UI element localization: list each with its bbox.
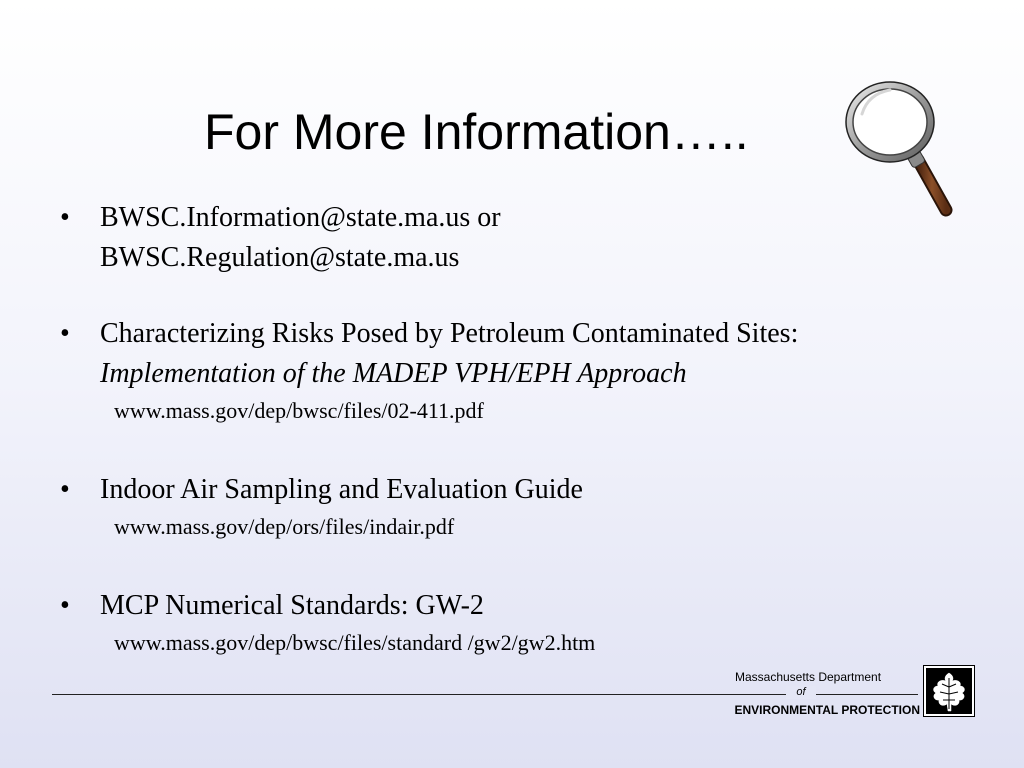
- list-item: [58, 586, 998, 660]
- list-item: [58, 470, 998, 544]
- bullet-text: Characterizing Risks Posed by Petroleum Contaminated Sites:: [100, 318, 799, 349]
- bullet-list: [58, 198, 998, 660]
- bullet-dot: •: [60, 202, 70, 233]
- email-regulation-link[interactable]: BWSC.Regulation@state.ma.us: [100, 242, 460, 273]
- bullet-text: Indoor Air Sampling and Evaluation Guide: [100, 474, 583, 505]
- list-item: [58, 314, 998, 428]
- bullet-dot: •: [60, 590, 70, 621]
- bullet-text: MCP Numerical Standards: GW-2: [100, 590, 484, 621]
- url-link[interactable]: www.mass.gov/dep/bwsc/files/02-411.pdf: [114, 398, 484, 423]
- dept-name-line2: ENVIRONMENTAL PROTECTION: [734, 703, 920, 717]
- dep-oak-leaf-logo-icon: [923, 665, 975, 717]
- dept-name-line1: Massachusetts Department: [734, 670, 882, 684]
- slide-title: For More Information…..: [204, 104, 749, 160]
- bullet-subtitle: Implementation of the MADEP VPH/EPH Approach: [100, 358, 687, 389]
- bullet-dot: •: [60, 474, 70, 505]
- list-item: [58, 198, 998, 278]
- bullet-dot: •: [60, 318, 70, 349]
- url-link[interactable]: www.mass.gov/dep/bwsc/files/standard /gw2/gw2.htm: [114, 630, 596, 655]
- url-link[interactable]: www.mass.gov/dep/ors/files/indair.pdf: [114, 514, 455, 539]
- dept-name-of: of: [786, 686, 816, 699]
- email-information-link[interactable]: BWSC.Information@state.ma.us or: [100, 202, 501, 233]
